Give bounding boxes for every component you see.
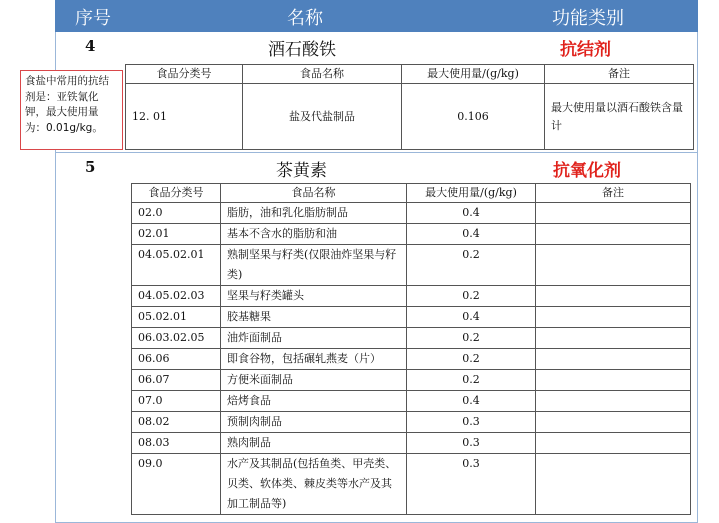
cell-food: 油炸面制品 [221,328,407,349]
cell-max: 0.2 [407,349,536,370]
cell-max: 0.3 [407,412,536,433]
cell-code: 06.03.02.05 [132,328,221,349]
cell-code: 08.02 [132,412,221,433]
cell-code: 05.02.01 [132,307,221,328]
cell-code: 06.07 [132,370,221,391]
table-row [132,454,691,515]
cell-remark: 最大使用量以酒石酸铁含量计 [545,84,694,150]
cell-code: 02.01 [132,224,221,245]
cell-remark [536,307,691,328]
column-header: 食品名称 [221,184,407,203]
cell-max: 0.2 [407,328,536,349]
cell-food: 水产及其制品(包括鱼类、甲壳类、贝类、软体类、棘皮类等水产及其加工制品等) [221,454,407,515]
cell-remark [536,370,691,391]
cell-max: 0.2 [407,286,536,307]
column-header: 最大使用量/(g/kg) [407,184,536,203]
cell-remark [536,412,691,433]
cell-max: 0.4 [407,224,536,245]
cell-food: 即食谷物，包括碾轧燕麦（片） [221,349,407,370]
cell-food: 盐及代盐制品 [243,84,402,150]
cell-max: 0.3 [407,433,536,454]
cell-max: 0.4 [407,307,536,328]
cell-food: 熟肉制品 [221,433,407,454]
entry-2-function: 抗氧化剂 [553,161,621,181]
cell-food: 方便米面制品 [221,370,407,391]
table-row [132,328,691,349]
table-row [132,307,691,328]
cell-max: 0.4 [407,203,536,224]
cell-food: 胶基糖果 [221,307,407,328]
cell-code: 12. 01 [126,84,243,150]
entry-1-function: 抗结剂 [560,40,611,60]
table-row [132,245,691,286]
cell-food: 基本不含水的脂肪和油 [221,224,407,245]
cell-food: 熟制坚果与籽类(仅限油炸坚果与籽类) [221,245,407,286]
cell-remark [536,286,691,307]
table-row [132,349,691,370]
cell-remark [536,349,691,370]
table-row [132,391,691,412]
entry-2-name: 茶黄素 [276,161,327,181]
cell-code: 07.0 [132,391,221,412]
table-row [132,224,691,245]
cell-code: 04.05.02.03 [132,286,221,307]
cell-code: 02.0 [132,203,221,224]
cell-max: 0.2 [407,370,536,391]
table-header-bar [55,0,698,32]
entry-1-table [125,64,694,150]
cell-code: 06.06 [132,349,221,370]
cell-remark [536,433,691,454]
cell-food: 焙烤食品 [221,391,407,412]
cell-remark [536,391,691,412]
column-header: 食品分类号 [126,65,243,84]
cell-max: 0.3 [407,454,536,515]
entry-2-number: 5 [85,158,96,176]
annotation-note: 食盐中常用的抗结剂是：亚铁氰化钾，最大使用量为：0.01g/kg。 [20,70,123,150]
cell-code: 09.0 [132,454,221,515]
header-no: 序号 [75,8,111,29]
cell-food: 坚果与籽类罐头 [221,286,407,307]
cell-code: 04.05.02.01 [132,245,221,286]
cell-max: 0.106 [402,84,545,150]
cell-remark [536,328,691,349]
table-row [132,412,691,433]
header-function: 功能类别 [552,8,624,29]
column-header: 最大使用量/(g/kg) [402,65,545,84]
cell-remark [536,454,691,515]
cell-remark [536,224,691,245]
table-row [132,370,691,391]
cell-remark [536,203,691,224]
header-name: 名称 [287,8,323,29]
cell-max: 0.2 [407,245,536,286]
table-row [132,286,691,307]
cell-food: 脂肪，油和乳化脂肪制品 [221,203,407,224]
table-row [132,203,691,224]
entry-1-name: 酒石酸铁 [268,40,336,60]
column-header: 食品分类号 [132,184,221,203]
entry-1-number: 4 [85,37,96,55]
cell-max: 0.4 [407,391,536,412]
column-header: 食品名称 [243,65,402,84]
table-row [126,84,694,150]
cell-code: 08.03 [132,433,221,454]
column-header: 备注 [536,184,691,203]
cell-remark [536,245,691,286]
column-header: 备注 [545,65,694,84]
entry-2-table [131,183,691,515]
table-row [132,433,691,454]
cell-food: 预制肉制品 [221,412,407,433]
